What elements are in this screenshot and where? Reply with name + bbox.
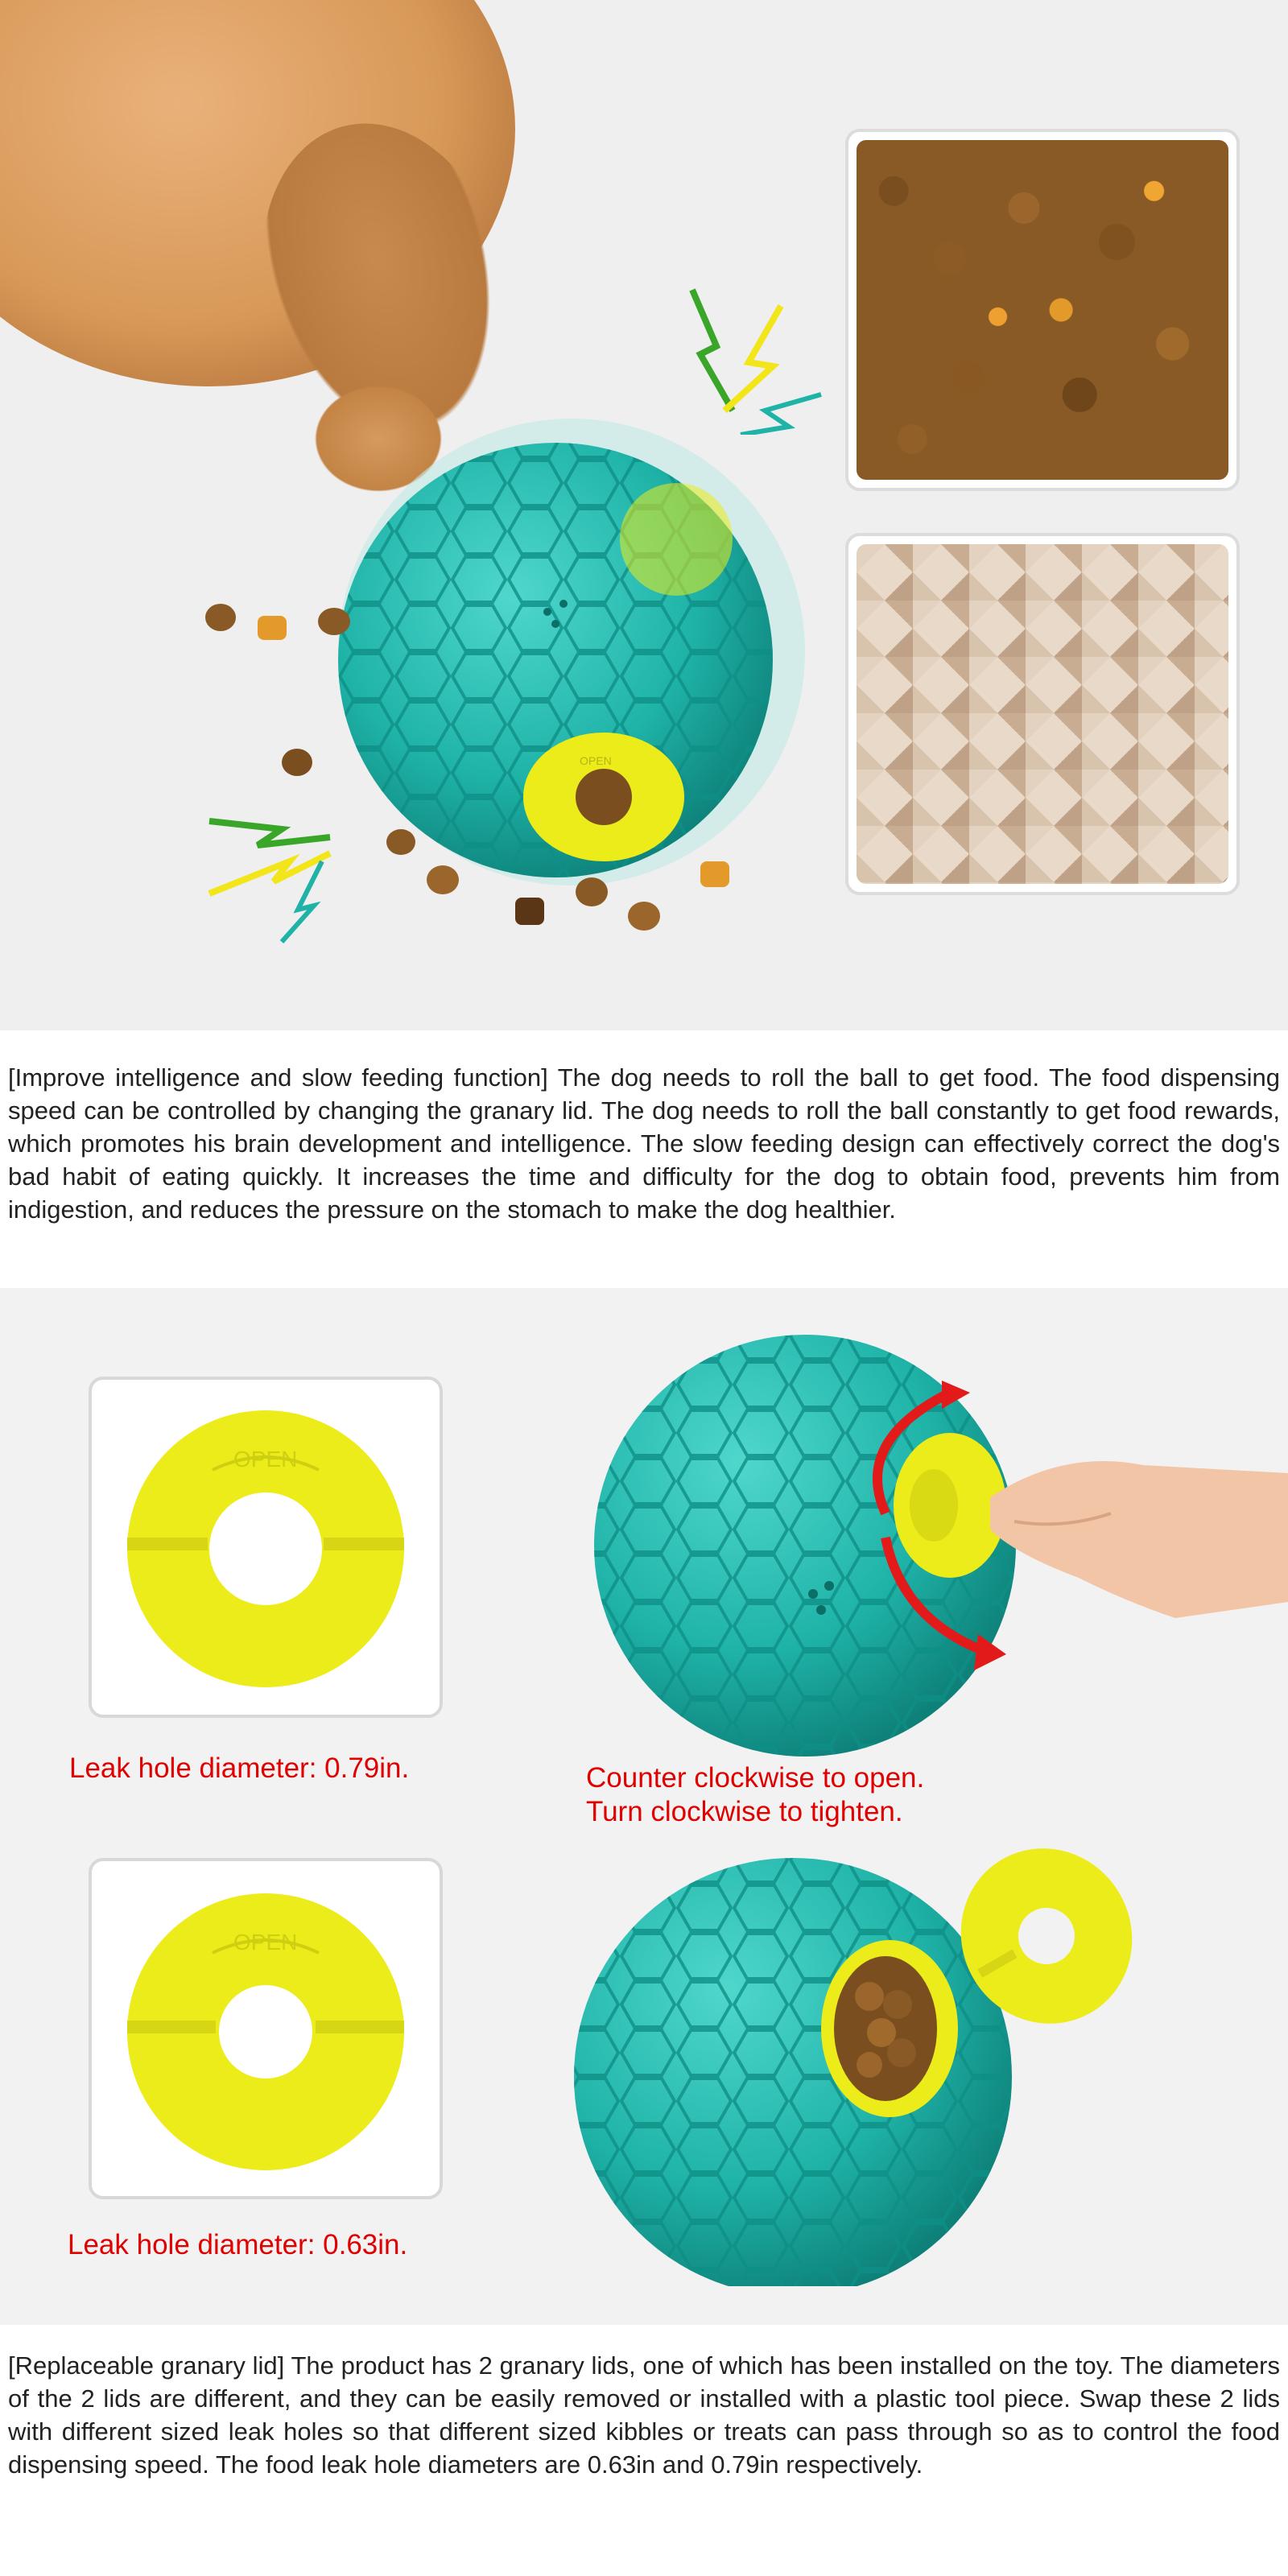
hero-section xyxy=(0,0,1288,1030)
lid-card-large xyxy=(89,1377,443,1718)
lid-card-small xyxy=(89,1858,443,2199)
lid-small-caption: Leak hole diameter: 0.63in. xyxy=(68,2229,408,2260)
kibble xyxy=(427,865,459,894)
kibble xyxy=(576,877,608,906)
lid-small-image xyxy=(92,1861,440,2196)
kibble xyxy=(515,898,544,925)
instruction-open: Counter clockwise to open. xyxy=(586,1762,925,1794)
instruction-tighten: Turn clockwise to tighten. xyxy=(586,1796,903,1827)
kibble xyxy=(386,829,415,855)
intro-paragraph: [Improve intelligence and slow feeding function] The dog needs to roll the ball to get food. The food dispensing speed can be controlled by changing the granary lid. The dog needs to roll the ball constantly to get food rewards, which promotes his brain development and intelligence. The slow feeding design can effectively correct the dog's bad habit of eating quickly. It increases the time and difficulty for the dog to obtain food, prevents him from indigestion, and reduces the pressure on the stomach to make the dog healthier. xyxy=(8,1063,1280,1224)
lid-open-label: OPEN xyxy=(233,1447,298,1472)
kibble xyxy=(700,861,729,887)
kibble xyxy=(205,604,236,631)
lid-large-image xyxy=(92,1380,440,1715)
kibble xyxy=(282,749,312,776)
kibble xyxy=(318,608,350,635)
ball-open-illustration xyxy=(564,1312,1288,1763)
kibble-photo-card xyxy=(845,129,1240,491)
ball-filled-illustration xyxy=(564,1835,1175,2286)
lid-paragraph: [Replaceable granary lid] The product has 2 granary lids, one of which has been installed on the toy. The diameters of the 2 lids are different, and they can be easily removed or installed with a plastic tool piece. Swap these 2 lids with different sized leak holes so that different sized kibbles or treats can pass through so as to control the food dispensing speed. The food leak hole diameters are 0.63in and 0.79in respectively. xyxy=(8,2351,1280,2479)
kibble xyxy=(628,902,660,931)
kibble xyxy=(258,616,287,640)
kibble-photo xyxy=(857,140,1228,480)
lids-section xyxy=(0,1288,1288,2325)
freeze-dried-photo xyxy=(857,544,1228,884)
lid-large-caption: Leak hole diameter: 0.79in. xyxy=(69,1752,410,1784)
treat-ball xyxy=(338,411,821,894)
lid-open-label: OPEN xyxy=(233,1930,298,1955)
lid-open-label: OPEN xyxy=(580,754,612,767)
freeze-dried-photo-card xyxy=(845,533,1240,895)
lightning-icon xyxy=(201,805,338,950)
